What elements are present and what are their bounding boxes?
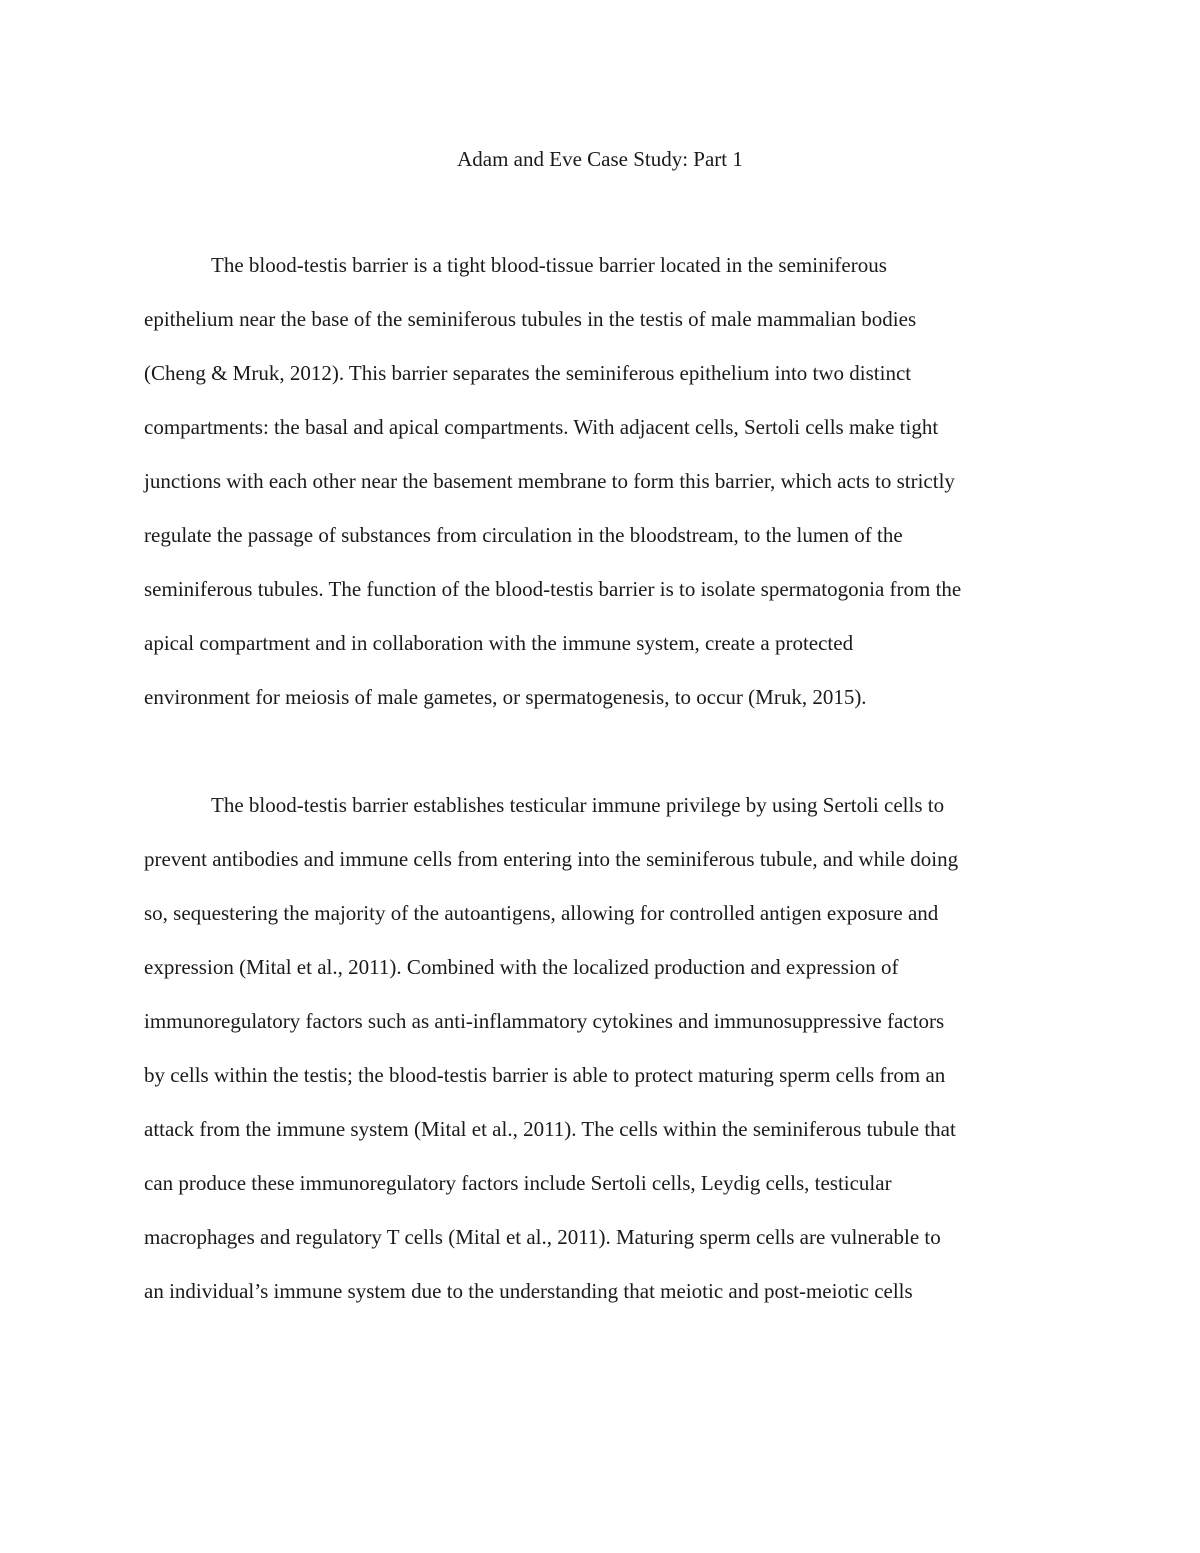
paragraph-line: regulate the passage of substances from circulation in the bloodstream, to the lumen of the (144, 523, 903, 547)
paragraph-line: The blood-testis barrier is a tight blood-tissue barrier located in the seminiferous (211, 253, 887, 277)
paragraph-line: environment for meiosis of male gametes, or spermatogenesis, to occur (Mruk, 2015). (144, 685, 867, 709)
paragraph-line: compartments: the basal and apical compartments. With adjacent cells, Sertoli cells make tight (144, 415, 939, 439)
paragraph-line: macrophages and regulatory T cells (Mital et al., 2011). Maturing sperm cells are vulnerable to (144, 1225, 941, 1249)
paragraph-line: apical compartment and in collaboration with the immune system, create a protected (144, 631, 854, 655)
paragraph-line: (Cheng & Mruk, 2012). This barrier separates the seminiferous epithelium into two distinct (144, 361, 912, 385)
paragraph-blood-testis-barrier (144, 250, 1064, 736)
paragraph-line: The blood-testis barrier establishes testicular immune privilege by using Sertoli cells to (211, 793, 945, 817)
document-title: Adam and Eve Case Study: Part 1 (457, 147, 743, 171)
paragraph-line: by cells within the testis; the blood-testis barrier is able to protect maturing sperm cells from an (144, 1063, 946, 1087)
paragraph-line: an individual’s immune system due to the understanding that meiotic and post-meiotic cells (144, 1279, 913, 1303)
paragraph-line: can produce these immunoregulatory factors include Sertoli cells, Leydig cells, testicular (144, 1171, 892, 1195)
paragraph-line: prevent antibodies and immune cells from entering into the seminiferous tubule, and while doing (144, 847, 959, 871)
paragraph-line: immunoregulatory factors such as anti-inflammatory cytokines and immunosuppressive factors (144, 1009, 945, 1033)
paragraph-line: expression (Mital et al., 2011). Combined with the localized production and expression of (144, 955, 899, 979)
paragraph-line: epithelium near the base of the seminiferous tubules in the testis of male mammalian bodies (144, 307, 917, 331)
paragraph-line: so, sequestering the majority of the autoantigens, allowing for controlled antigen exposure and (144, 901, 939, 925)
paragraph-line: seminiferous tubules. The function of the blood-testis barrier is to isolate spermatogonia from the (144, 577, 962, 601)
paragraph-immune-privilege (144, 790, 1064, 1330)
paragraph-line: junctions with each other near the basement membrane to form this barrier, which acts to strictly (144, 469, 955, 493)
paragraph-line: attack from the immune system (Mital et al., 2011). The cells within the seminiferous tubule that (144, 1117, 956, 1141)
